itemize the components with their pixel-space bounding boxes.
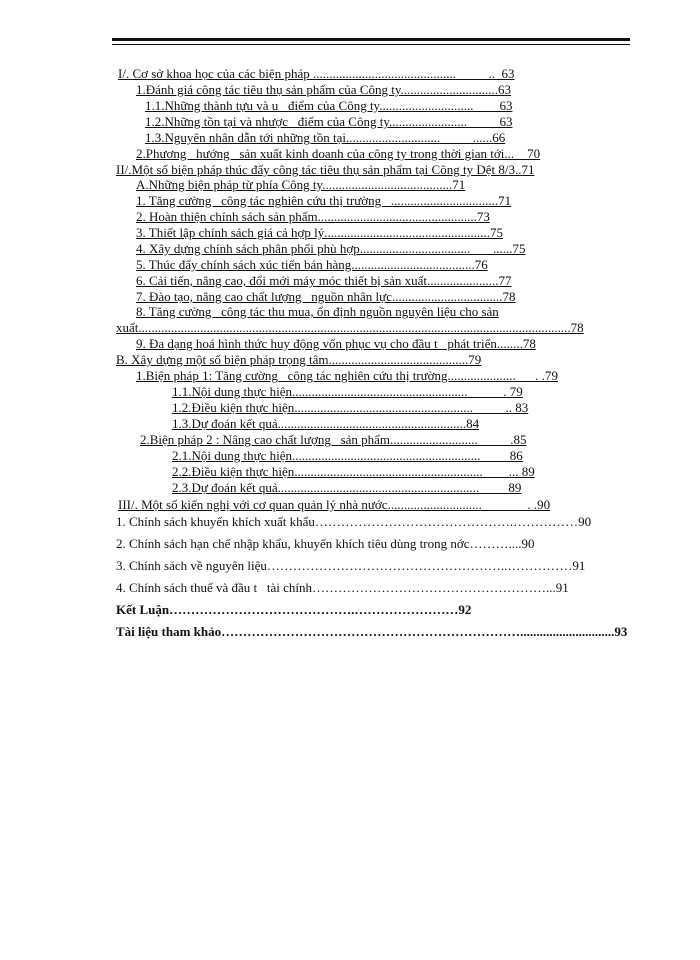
toc-entry: 3. Thiết lập chính sách giá cả hợp lý...................................................75 [136,225,503,240]
toc-entry: 9. Đa dạng hoá hình thức huy động vốn phục vụ cho đầu t phát triển........78 [136,336,536,351]
header-rule-thick [112,38,630,41]
toc-entry: I/. Cơ sở khoa học của các biện pháp ............................................ .. 63 [118,66,515,81]
toc-entry: 1.Biện pháp 1: Tăng cường công tác nghiên cứu thị trường..................... . .79 [136,368,559,383]
toc-entry: 1.1.Những thành tựu và u điểm của Công ty............................. 63 [145,98,513,113]
toc-entry-conclusion: Kết Luận…………………………………….……………………92 [116,602,472,617]
toc-entry: III/. Một số kiến nghị với cơ quan quản lý nhà nước............................. . .90 [118,497,551,512]
toc-entry: A.Những biện pháp từ phía Công ty........................................71 [136,177,466,192]
toc-entry: 1.2.Điều kiện thực hiện....................................................... .. 83 [172,400,529,415]
header-rule-thin [112,44,630,45]
toc-entry: xuất.....................................................................................................................................78 [116,320,584,335]
toc-entry: B. Xây dựng một số biện pháp trọng tâm...........................................79 [116,352,482,367]
toc-entry: 3. Chính sách về nguyên liệu………………………………………………..……………91 [116,558,586,573]
toc-entry: 6. Cải tiến, nâng cao, đổi mới máy móc thiết bị sản xuất......................77 [136,273,512,288]
toc-entry: 8. Tăng cường công tác thu mua, ổn định nguồn nguyên liệu cho sản [136,304,499,319]
toc-entry: 7. Đào tạo, nâng cao chất lượng nguồn nhân lực..................................78 [136,289,516,304]
toc-entry: 1.3.Dự đoán kết quả..........................................................84 [172,416,480,431]
toc-entry: 4. Xây dựng chính sách phân phối phù hợp.................................. ......75 [136,241,526,256]
toc-entry: 2. Chính sách hạn chế nhập khẩu, khuyến khích tiêu dùng trong nớc………....90 [116,536,535,551]
toc-entry: 1.3.Nguyên nhân dẫn tới những tồn tại............................. ......66 [145,130,506,145]
toc-entry: 2.Phương hướng sản xuất kinh doanh của công ty trong thời gian tới... 70 [136,146,541,161]
toc-entry: 2.2.Điều kiện thực hiện.......................................................... ... 89 [172,464,535,479]
toc-entry-references: Tài liệu tham khảo…………………………………………………………….............................93 [116,624,628,639]
toc-entry: 2.3.Dự đoán kết quả.............................................................. 89 [172,480,522,495]
toc-entry: 1. Tăng cường công tác nghiên cứu thị trường .................................71 [136,193,512,208]
toc-entry: 4. Chính sách thuế và đầu t tài chính………………………………………………...91 [116,580,569,595]
toc-entry: 1.Đánh giá công tác tiêu thụ sản phẩm của Công ty..............................63 [136,82,512,97]
toc-entry: 2.Biện pháp 2 : Nâng cao chất lượng sản phẩm........................... .85 [140,432,527,447]
toc-entry: II/.Một số biện pháp thúc đẩy công tác tiêu thụ sản phẩm tại Công ty Dệt 8/3..71 [116,162,535,177]
toc-entry: 2.1.Nội dung thực hiện.......................................................... 86 [172,448,523,463]
toc-entry: 5. Thúc đẩy chính sách xúc tiến bán hàng......................................76 [136,257,488,272]
toc-entry: 1. Chính sách khuyến khích xuất khẩu……………………………………….……………90 [116,514,592,529]
toc-entry: 1.1.Nội dung thực hiện...................................................... . 79 [172,384,523,399]
toc-entry: 1.2.Những tồn tại và nhược điểm của Công ty........................ 63 [145,114,513,129]
toc-entry: 2. Hoàn thiện chính sách sản phẩm.................................................73 [136,209,490,224]
